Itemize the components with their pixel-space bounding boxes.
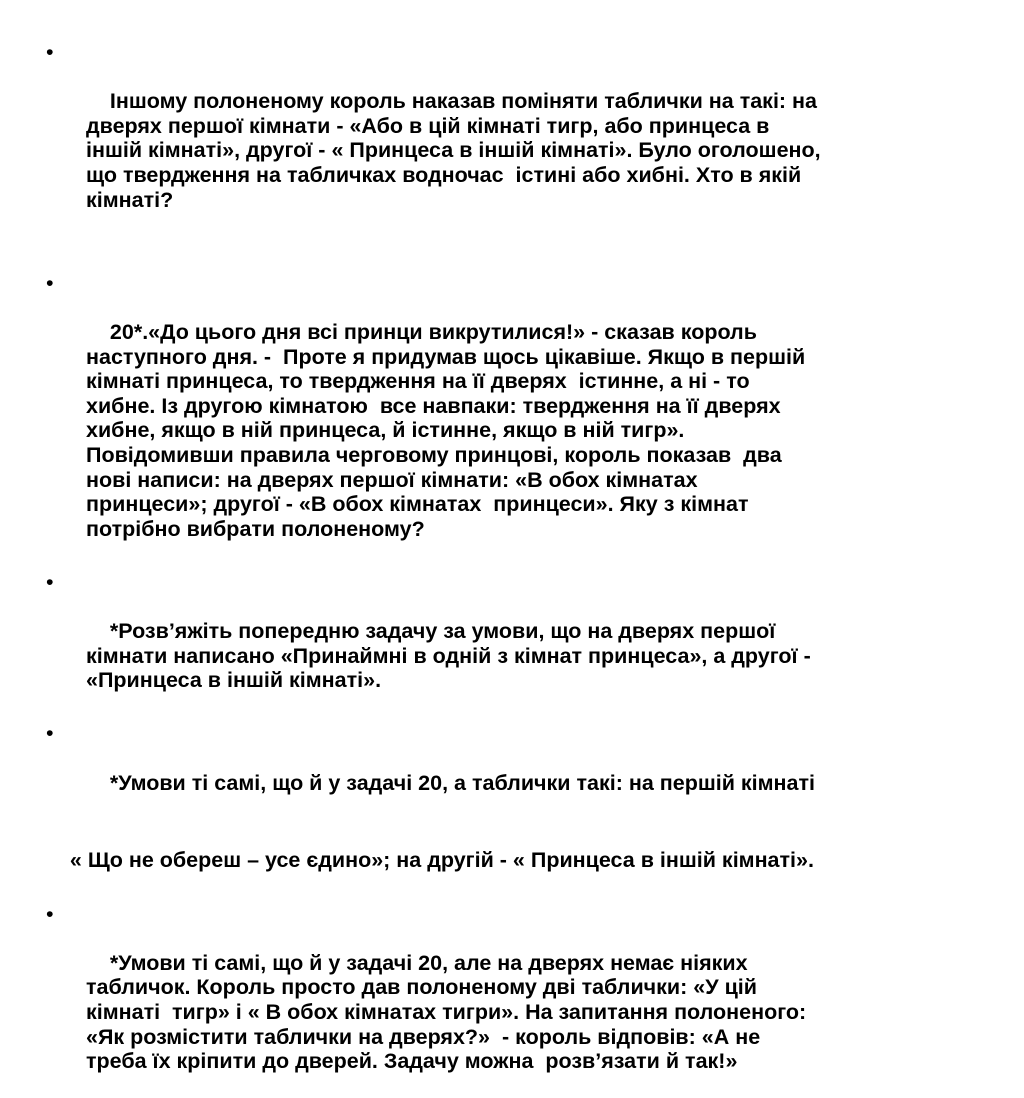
bullet: • [46, 901, 54, 926]
list-item [46, 902, 964, 1098]
bullet: • [46, 721, 54, 746]
list-item [46, 40, 964, 237]
bullet: • [46, 40, 54, 64]
paragraph-text: Іншому полоненому король наказав поміняти таблички на такі: на дверях першої кімнати - «Або в цій кімнаті тигр, або принцеса в іншій кімнаті», другої - « Принцеса в іншій кімнаті». Було оголошено, що твердження на табличках водночас істині або хибні. Хто в якій кімнаті? [86, 89, 821, 212]
paragraph-text: *Умови ті самі, що й у задачі 20, а таблички такі: на першій кімнаті [109, 770, 816, 795]
bullet: • [46, 569, 54, 594]
list-item [46, 721, 964, 819]
continuation-line [46, 824, 964, 898]
paragraph-text: 20*.«До цього дня всі принци викрутилися!» - сказав король наступного дня. - Проте я придумав щось цікавіше. Якщо в першій кімнаті принцеса, то твердження на її дверях істинне, а ні - то хибне. Із другою кімнатою все навпаки: твердження на її дверях хибне, якщо в ній принцеса, й істинне, якщо в ній тигр». Повідомивши правила черговому принцові, король показав два нові написи: на дверях першої кімнати: «В обох кімнатах принцеси»; другої - «В обох кімнатах принцеси». Яку з кімнат потрібно вибрати полоненому? [86, 319, 806, 541]
paragraph-text: *Розв’яжіть попередню задачу за умови, що на дверях першої кімнати написано «Принаймні в одній з кімнат принцеса», а другої - «Принцеса в іншій кімнаті». [86, 619, 811, 693]
list-item [46, 570, 964, 718]
paragraph-text: *Умови ті самі, що й у задачі 20, але на дверях немає ніяких табличок. Король просто дав полоненому дві таблички: «У цій кімнаті тигр» і « В обох кімнатах тигри». На запитання полоненого: «Як розмістити таблички на дверях?» - король відповів: «А не треба їх кріпити до дверей. Задачу можна розв’язати й так!» [86, 950, 807, 1074]
bullet: • [46, 270, 54, 295]
list-item [46, 271, 964, 566]
paragraph-text: « Що не обереш – усе єдино»; на другій - « Принцеса в іншій кімнаті». [69, 848, 814, 873]
